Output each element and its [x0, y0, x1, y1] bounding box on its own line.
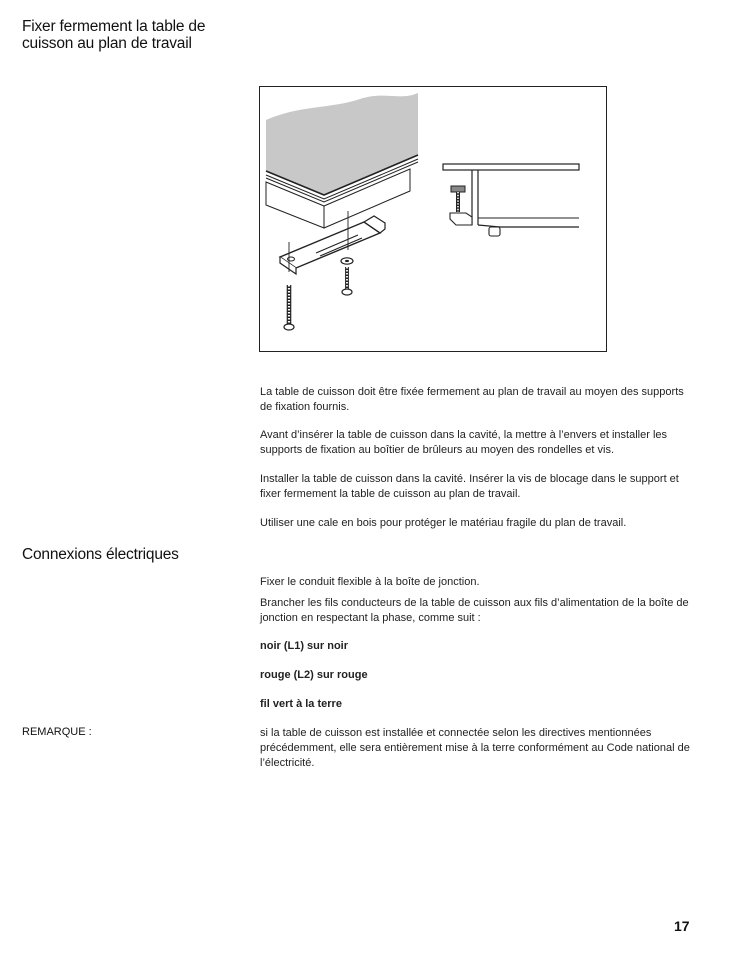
paragraph-3: Installer la table de cuisson dans la cavité. Insérer la vis de blocage dans le support et fixer fermement la table de cuisson au plan de travail. — [260, 473, 679, 500]
paragraph-2: Avant d’insérer la table de cuisson dans la cavité, la mettre à l’envers et installer les supports de fixation au boîtier de brûleurs au moyen des rondelles et vis. — [260, 429, 668, 456]
wiring-item: fil vert à la terre — [260, 698, 342, 710]
remark-text: si la table de cuisson est installée et connectée selon les directives mentionnées précédemment, elle sera entièrement mise à la terre conformément au Code national de l’électricité. — [260, 727, 690, 769]
installation-diagram — [259, 86, 607, 352]
page-number: 17 — [674, 918, 690, 934]
paragraph-5: Fixer le conduit flexible à la boîte de jonction. — [260, 576, 480, 588]
paragraph-6: Brancher les fils conducteurs de la table de cuisson aux fils d’alimentation de la boîte de jonction en respectant la phase, comme suit : — [260, 597, 689, 624]
remark-label: REMARQUE : — [22, 726, 92, 738]
paragraph-4: Utiliser une cale en bois pour protéger le matériau fragile du plan de travail. — [260, 517, 627, 529]
paragraph-1: La table de cuisson doit être fixée fermement au plan de travail au moyen des supports de fixation fournis. — [260, 386, 684, 413]
wiring-item: rouge (L2) sur rouge — [260, 669, 368, 681]
section-heading-electrical: Connexions électriques — [22, 546, 179, 563]
wiring-item: noir (L1) sur noir — [260, 640, 348, 652]
bracket-illustration — [260, 87, 606, 351]
section-heading-fixation: Fixer fermement la table de cuisson au plan de travail — [22, 18, 206, 52]
